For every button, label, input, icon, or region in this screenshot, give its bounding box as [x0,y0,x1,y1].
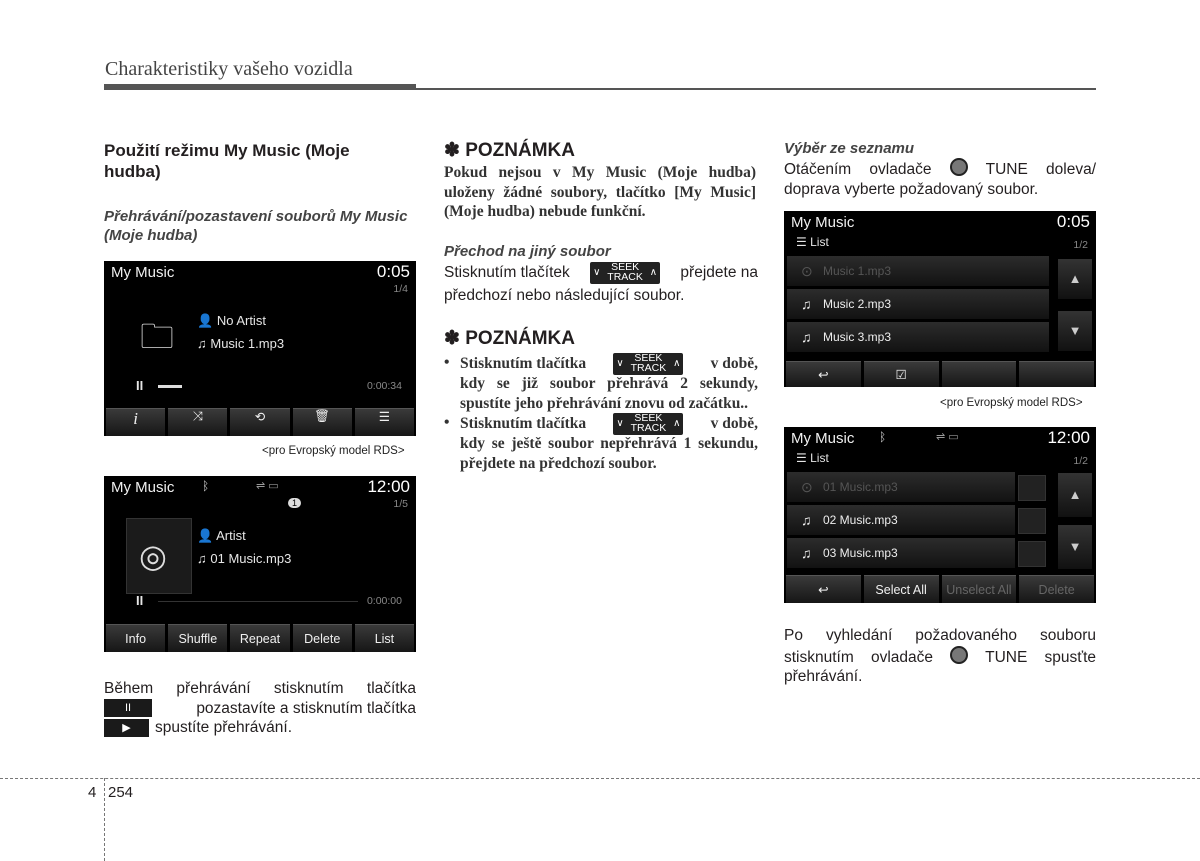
bullet-2-text-b: v době, [710,414,758,432]
header-rule-thin [416,88,1096,90]
list-icon: ☰ [796,451,807,465]
play-button-icon: ▶ [104,719,149,737]
para-line-1: Během přehrávání stisknutím tlačítka [104,680,416,697]
bullet-2-text-c: kdy se ještě soubor nepřehrává 1 sekundu, přejdete na předchozí soubor. [460,435,758,472]
para-text-3: spustíte přehrávání. [155,719,292,736]
para-line-2 [104,699,416,719]
bullet-1-text-c: kdy se již soubor přehrává 2 sekundy, spustíte jeho přehrávání znovu od začátku.. [460,375,758,412]
artist-row [197,528,246,544]
tune-knob-icon [950,646,968,664]
checkbox[interactable] [1018,508,1046,534]
screen-title: My Music [111,479,175,496]
page-number: 254 [108,784,134,801]
button-bar [784,361,1096,387]
seek-track-button-icon: ∨ SEEK TRACK ∧ [590,262,660,284]
repeat-icon[interactable]: ⟲ [230,408,289,436]
tune-paragraph-2: Po vyhledání požadovaného souboru stisknutím ovladače TUNE spusťte přehrávání. [784,627,1097,685]
pause-play-paragraph [104,679,416,738]
button-bar [104,624,416,652]
screen-now-playing-1 [104,261,416,436]
trash-icon[interactable]: 🗑 [293,408,352,436]
list-item[interactable]: ♫ Music 3.mp3 [787,322,1049,352]
footer-rule [0,778,1200,779]
note-heading-2: ✽ POZNÁMKA [444,328,575,349]
back-icon[interactable]: ↩ [786,361,861,387]
person-icon: 👤 [197,528,214,543]
seek-track-button-icon: ∨ SEEK TRACK ∧ [613,353,683,375]
select-all-button[interactable]: Select All [864,575,939,603]
list-label-row: ☰ List [796,451,829,465]
music-note-icon: ♫ [197,551,207,566]
section-heading: Použití režimu My Music (Moje hudba) [104,141,350,181]
list-item[interactable]: ♫ 02 Music.mp3 [787,505,1015,535]
scroll-down-icon[interactable]: ▼ [1058,525,1092,569]
elapsed-time: 0:00:00 [366,595,402,607]
usb-icon: ⇌ ▭ [256,480,279,492]
track-count: 1/5 [393,498,408,510]
artist-row [197,313,266,329]
file-row [197,551,291,566]
screen-list-2 [784,427,1096,603]
page-count: 1/2 [1073,239,1088,251]
music-note-icon: ♫ [197,336,207,351]
tune-paragraph-1: Otáčením ovladače TUNE doleva/ doprava vyberte požadovaný soubor. [784,158,1096,199]
pause-button-icon: II [104,699,152,717]
page-count: 1/2 [1073,455,1088,467]
note-bullets [444,353,758,473]
figure-caption: <pro Evropský model RDS> [940,397,1083,409]
seek-text-c: předchozí nebo následující soubor. [444,287,685,304]
bluetooth-icon: ᛒ [879,430,887,444]
disabled-button[interactable] [942,361,1017,387]
screen-list-1 [784,211,1096,387]
play-circle-icon: ⊙ [801,479,813,495]
note-heading-1: ✽ POZNÁMKA [444,140,575,161]
list-icon: ☰ [796,235,807,249]
list-item[interactable]: ⊙ Music 1.mp3 [787,256,1049,286]
seek-heading: Přechod na jiný soubor [444,243,611,260]
seek-text-a: Stisknutím tlačítek [444,264,570,282]
artist-name: No Artist [216,313,266,328]
seek-track-button-icon: ∨ SEEK TRACK ∧ [613,413,683,435]
note-text-1: Pokud nejsou v My Music (Moje hudba) uloženy žádné soubory, tlačítko [My Music] (Moje hudba) nebude funkční. [444,164,756,220]
list-item[interactable]: ♫ 03 Music.mp3 [787,538,1015,568]
info-icon[interactable]: i [106,408,165,436]
usb-icon: ⇌ ▭ [936,431,959,443]
shuffle-icon[interactable]: ⤨ [168,408,227,436]
seek-line-1 [444,262,758,284]
screen-title: My Music [791,430,855,447]
para-line-3 [104,718,416,738]
footer-divider [104,778,105,861]
pause-icon[interactable]: II [136,378,144,393]
artist-name: Artist [216,528,246,543]
track-badge: 1 [288,498,301,508]
back-icon[interactable]: ↩ [786,575,861,603]
file-name: 01 Music.mp3 [210,551,292,566]
elapsed-time: 0:00:34 [366,380,402,392]
subsection-heading: Přehrávání/pozastavení souborů My Music (Moje hudba) [104,208,408,244]
bullet-item-1: • Stisknutím tlačítka ∨ SEEK TRACK ∧ v době, kdy se již soubor přehrává 2 sekundy, spustíte jeho přehrávání znovu od začátku.. [444,351,758,412]
seek-paragraph [444,262,758,306]
disc-icon: ◎ [139,538,167,574]
info-button[interactable]: Info [106,624,165,652]
list-button[interactable]: List [355,624,414,652]
button-bar [104,408,416,436]
bullet-1-text-b: v době, [710,354,758,372]
progress-bar [158,601,358,602]
button-bar [784,575,1096,603]
chapter-number: 4 [88,784,97,801]
clock: 0:05 [376,262,410,281]
person-icon: 👤 [197,313,214,328]
running-header: Charakteristiky vašeho vozidla [105,58,353,80]
list-icon[interactable]: ☰ [355,408,414,436]
pause-icon[interactable]: II [136,593,144,608]
bullet-item-2: • Stisknutím tlačítka ∨ SEEK TRACK ∧ v době, kdy se ještě soubor nepřehrává 1 sekundu, přejdete na předchozí soubor. [444,411,758,472]
list-item[interactable]: ♫ Music 2.mp3 [787,289,1049,319]
unselect-all-button[interactable]: Unselect All [942,575,1017,603]
checkbox[interactable] [1018,475,1046,501]
disabled-trash-icon[interactable] [1019,361,1094,387]
list-heading: Výběr ze seznamu [784,140,915,157]
delete-button[interactable]: Delete [1019,575,1094,603]
scroll-up-icon[interactable]: ▲ [1058,259,1092,299]
list-item[interactable]: ⊙ 01 Music.mp3 [787,472,1015,502]
bullet-2-text-a: Stisknutím tlačítka [460,414,587,432]
progress-bar [158,385,182,388]
screen-now-playing-2 [104,476,416,652]
delete-button[interactable]: Delete [293,624,352,652]
music-note-icon: ♫ [801,512,812,528]
tune-knob-icon [950,158,968,176]
clock: 0:05 [1056,212,1090,231]
scroll-down-icon[interactable]: ▼ [1058,311,1092,351]
music-note-icon: ♫ [801,329,812,345]
bluetooth-icon: ᛒ [202,479,210,493]
checkbox[interactable] [1018,541,1046,567]
para-text-2: pozastavíte a stisknutím tlačítka [196,699,416,717]
clock: 12:00 [1047,428,1090,447]
checkbox-icon[interactable]: ☑ [864,361,939,387]
album-art [126,518,192,594]
list-label-row: ☰ List [796,235,829,249]
music-note-icon: ♫ [801,296,812,312]
bullet-1-text-a: Stisknutím tlačítka [460,354,587,372]
clock: 12:00 [367,477,410,496]
shuffle-button[interactable]: Shuffle [168,624,227,652]
figure-caption: <pro Evropský model RDS> [262,445,405,457]
repeat-button[interactable]: Repeat [230,624,289,652]
folder-music-icon: 🗀 [140,318,174,356]
screen-title: My Music [791,214,855,231]
file-name: Music 1.mp3 [210,336,285,351]
screen-title: My Music [111,264,175,281]
seek-text-b: přejdete na [680,264,758,282]
play-circle-icon: ⊙ [801,263,813,279]
music-note-icon: ♫ [801,545,812,561]
file-row [197,336,284,351]
scroll-up-icon[interactable]: ▲ [1058,473,1092,517]
track-count: 1/4 [393,283,408,295]
header-rule-thick [104,84,416,90]
